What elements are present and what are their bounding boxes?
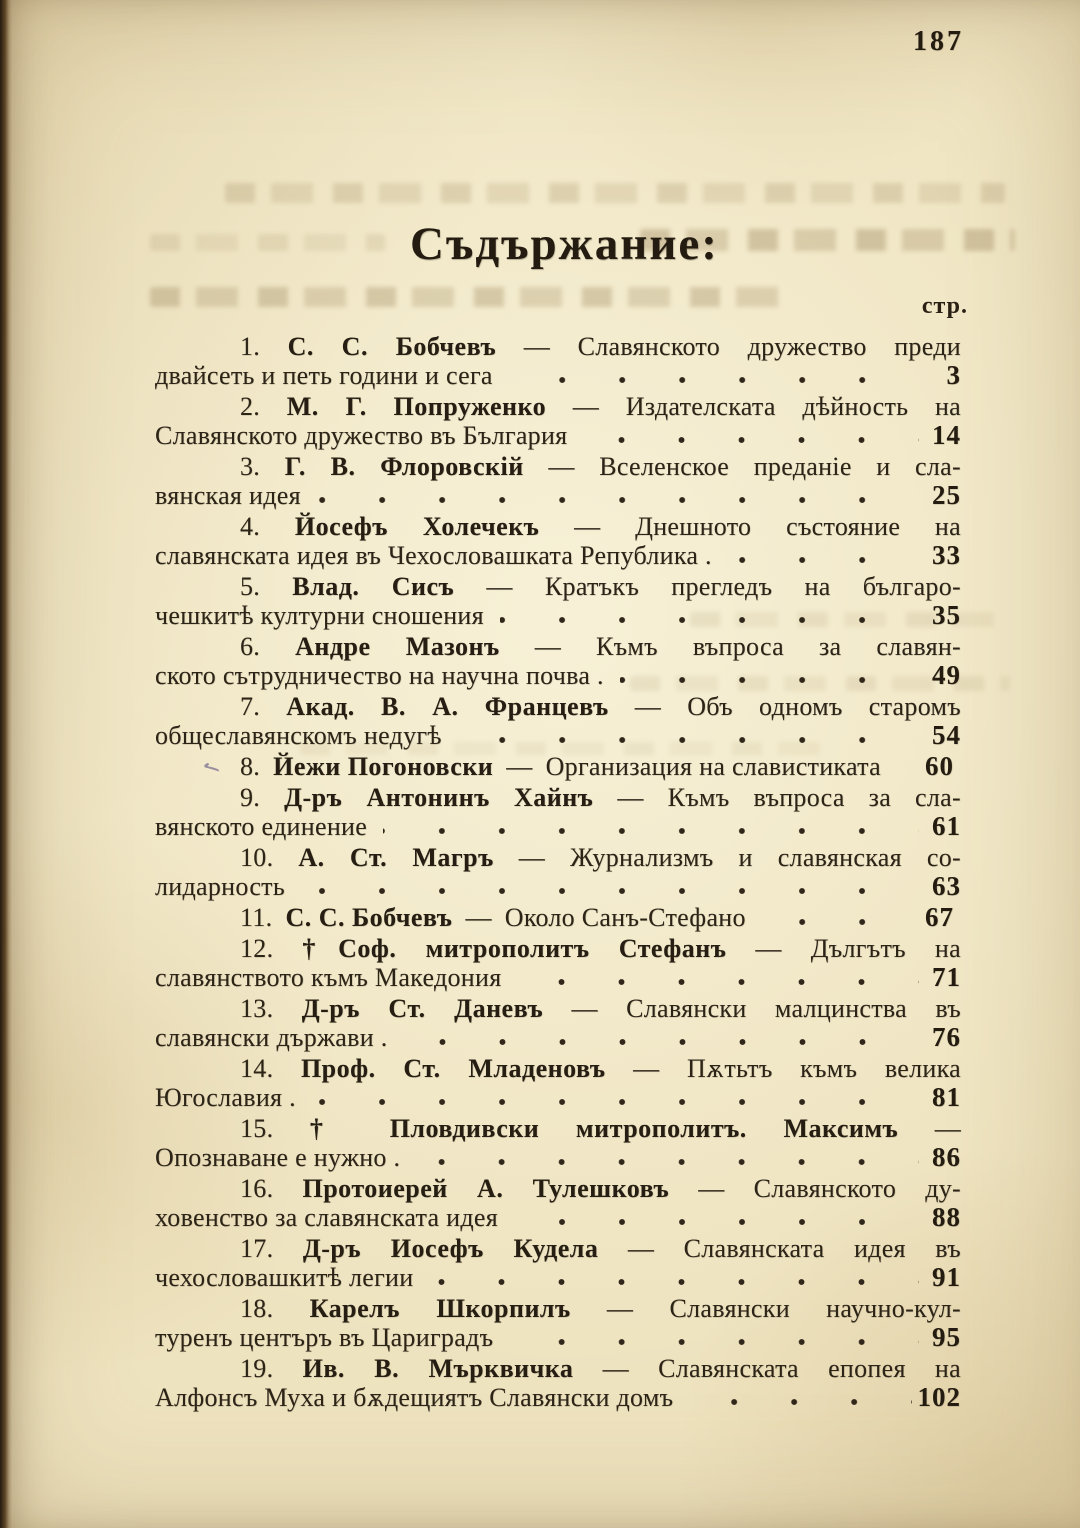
- dot-leader: [509, 1337, 919, 1347]
- toc-entry-page: 60: [925, 751, 954, 781]
- toc-entry-page: 63: [932, 871, 961, 901]
- toc-entry-continuation: туренъ центъръ въ Цариградъ: [155, 1323, 494, 1352]
- dot-leader: [583, 435, 919, 445]
- dot-leader: [312, 1097, 919, 1107]
- toc-entry-page: 102: [917, 1382, 961, 1412]
- toc-entry-line2: [155, 601, 961, 630]
- toc-entry-number: 5.: [240, 572, 261, 601]
- toc-entry-continuation: славянството къмъ Македония: [155, 963, 502, 992]
- toc-entry-dash: —: [572, 392, 600, 421]
- toc-entry-continuation: вянското единение: [155, 812, 368, 841]
- toc-entry-number: 10.: [240, 843, 274, 872]
- toc-entry-number: 9.: [240, 783, 261, 812]
- toc-entry: [155, 994, 961, 1052]
- toc-entry-line1: [155, 1294, 961, 1323]
- toc-entry-line1: [155, 1054, 961, 1083]
- toc-entry-title: Вселенское преданіе и сла-: [599, 452, 961, 481]
- toc-entry-dash: —: [506, 752, 533, 781]
- toc-entry-author: Д-ръ Иосефъ Кудела: [302, 1234, 599, 1263]
- toc-entry-number: 12.: [240, 934, 274, 963]
- toc-entry-continuation: чехословашкитѣ легии: [155, 1263, 414, 1292]
- toc-entry-title: Славянското ду-: [753, 1174, 961, 1203]
- toc-entry-title: Дългътъ на: [810, 934, 961, 963]
- dot-leader: [383, 826, 919, 836]
- toc-entry-line2: [155, 1383, 961, 1412]
- toc-entry-dash: —: [518, 843, 546, 872]
- toc-entry-title: Объ одномъ старомъ: [687, 692, 961, 721]
- page-binding-edge: [0, 0, 12, 1528]
- dot-leader: [458, 735, 919, 745]
- toc-entry-number: 6.: [240, 632, 261, 661]
- toc-entry-author: Ив. В. Мърквичка: [302, 1354, 574, 1383]
- toc-entry-dash: —: [755, 934, 782, 963]
- toc-entry-line1: [155, 332, 961, 361]
- toc-entry: [155, 632, 961, 690]
- toc-entry-dash: —: [602, 1354, 629, 1383]
- toc-entry: [155, 783, 961, 841]
- toc-entry-title: Славянската епопея на: [658, 1354, 961, 1383]
- toc-entry-continuation: чешкитѣ културни сношения: [155, 601, 484, 630]
- toc-entry-dash: —: [617, 783, 644, 812]
- toc-entry: [155, 1114, 961, 1172]
- toc-entry-continuation: двайсеть и петь години и сега: [155, 361, 493, 390]
- toc-entry-title: Славянското дружество преди: [577, 332, 961, 361]
- toc-entry-page: 91: [932, 1262, 961, 1292]
- toc-entry: [155, 1294, 961, 1352]
- toc-entry-page: 54: [932, 720, 961, 750]
- toc-entry-line2: [155, 872, 961, 901]
- dot-leader: [762, 917, 919, 927]
- dot-leader: [728, 555, 919, 565]
- toc-entry-title: Журнализмъ и славянская со-: [570, 843, 961, 872]
- toc-entry-line1: [155, 1174, 961, 1203]
- toc-entry: [155, 512, 961, 570]
- toc-entry-number: 7.: [240, 692, 261, 721]
- dot-leader: [517, 977, 919, 987]
- toc-entry-line2: [155, 1023, 961, 1052]
- toc-entry-dash: —: [634, 692, 662, 721]
- toc-entry-dash: —: [627, 1234, 655, 1263]
- toc-entry-dash: —: [934, 1114, 961, 1143]
- toc-entry-continuation: славянски държави .: [155, 1023, 388, 1052]
- dot-leader: [689, 1397, 911, 1407]
- toc-entry-author: Йосефъ Холечекъ: [294, 512, 540, 541]
- toc-entry-author: М. Г. Попруженко: [286, 392, 547, 421]
- toc-entry-dash: —: [574, 512, 601, 541]
- dot-leader: [620, 675, 919, 685]
- toc-entry: [155, 452, 961, 510]
- toc-entry-number: 15.: [240, 1114, 274, 1143]
- toc-entry-title: Около Санъ-Стефано: [504, 903, 746, 932]
- toc-entry-line1: [155, 903, 961, 932]
- toc-entry: [155, 1234, 961, 1292]
- toc-entry-dash: —: [571, 994, 598, 1023]
- dot-leader: [317, 495, 919, 505]
- toc-entry-author: С. С. Бобчевъ: [285, 903, 453, 932]
- toc-entry-number: 16.: [240, 1174, 274, 1203]
- toc-entry-line2: [155, 721, 961, 750]
- toc-entry-line1: [155, 452, 961, 481]
- toc-entry-page: 49: [932, 660, 961, 690]
- toc-entry-title: Славянски малцинства въ: [626, 994, 961, 1023]
- toc-entry-page: 71: [932, 962, 961, 992]
- toc-entry-number: 3.: [240, 452, 261, 481]
- toc-entry: [155, 1354, 961, 1412]
- toc-entry: [155, 692, 961, 750]
- toc-entry-page: 33: [932, 540, 961, 570]
- toc-entry: [155, 903, 961, 932]
- toc-entry-line1: [155, 994, 961, 1023]
- toc-entry-author: Акад. В. А. Францевъ: [286, 692, 609, 721]
- toc-entry-line2: [155, 661, 961, 690]
- toc-entry-continuation: вянская идея: [155, 481, 301, 510]
- toc-entry-continuation: Славянското дружество въ България: [155, 421, 568, 450]
- toc-entry-number: 2.: [240, 392, 261, 421]
- toc-entry-continuation: Алфонсъ Муха и бѫдещиятъ Славянски домъ: [155, 1383, 674, 1412]
- toc-entry-line2: [155, 481, 961, 510]
- toc-entry-continuation: славянската идея въ Чехословашката Република .: [155, 541, 712, 570]
- toc-entry-author: †Соф. митрополитъ Стефанъ: [302, 934, 727, 963]
- dot-leader: [416, 1157, 919, 1167]
- toc-entry-dash: —: [698, 1174, 725, 1203]
- toc-entry-author: Карелъ Шкорпилъ: [309, 1294, 571, 1323]
- toc-entry: [155, 572, 961, 630]
- toc-entry-dash: —: [534, 632, 561, 661]
- toc-entry-number: 18.: [240, 1294, 274, 1323]
- bleedthrough-row: [225, 183, 1005, 203]
- toc-entry: [155, 1174, 961, 1232]
- toc-entry-line2: [155, 1143, 961, 1172]
- toc-entry-number: 11.: [240, 903, 273, 932]
- toc-entry-line1: [155, 512, 961, 541]
- toc-entry-line1: [155, 752, 961, 781]
- toc-entry-author: Влад. Сисъ: [292, 572, 455, 601]
- toc-entry-title: Организация на славистиката: [545, 752, 881, 781]
- toc-entry-number: 1.: [240, 332, 261, 361]
- toc-entry-line2: [155, 541, 961, 570]
- toc-entry-line2: [155, 1323, 961, 1352]
- toc-entry: [155, 843, 961, 901]
- toc-entry-continuation: ското сътрудничество на научна почва .: [155, 661, 604, 690]
- toc-entry-author: Г. В. Флоровскій: [284, 452, 524, 481]
- toc-entry: [155, 934, 961, 992]
- toc-entry-title: Славянски научно-кул-: [669, 1294, 961, 1323]
- toc-entry-line1: [155, 783, 961, 812]
- toc-entry-line1: [155, 1114, 961, 1143]
- toc-entry-number: 4.: [240, 512, 261, 541]
- toc-entry-author: С. С. Бобчевъ: [287, 332, 497, 361]
- toc-entry-number: 19.: [240, 1354, 274, 1383]
- toc-entry-line1: [155, 1234, 961, 1263]
- toc-entry-dash: —: [465, 903, 492, 932]
- toc-entry-line2: [155, 812, 961, 841]
- pencil-checkmark: ✓: [195, 755, 226, 782]
- toc-entry-line1: [155, 392, 961, 421]
- toc-entry: [155, 752, 961, 781]
- toc-entry-line2: [155, 1263, 961, 1292]
- toc-entry-page: 25: [932, 480, 961, 510]
- toc-entry-author: Проф. Ст. Младеновъ: [300, 1054, 606, 1083]
- toc-entry-number: 14.: [240, 1054, 274, 1083]
- page-column-header: стр.: [921, 293, 968, 319]
- toc-entry-page: 86: [932, 1142, 961, 1172]
- toc-entry-page: 14: [932, 420, 961, 450]
- dot-leader: [897, 766, 919, 776]
- toc-title: Съдържание:: [410, 218, 719, 270]
- page-number: 187: [913, 26, 964, 57]
- toc-list: [155, 332, 961, 1414]
- toc-entry-author: Протоиерей А. Тулешковъ: [302, 1174, 670, 1203]
- toc-entry-author: Йежи Погоновски: [273, 752, 494, 781]
- toc-entry-title: Днешното състояние на: [635, 512, 961, 541]
- toc-entry-continuation: общеславянскомъ недугѣ: [155, 721, 442, 750]
- toc-entry-page: 88: [932, 1202, 961, 1232]
- toc-entry-page: 67: [925, 902, 954, 932]
- bleedthrough-row: [150, 287, 780, 307]
- toc-entry-number: 17.: [240, 1234, 274, 1263]
- toc-entry-continuation: ховенство за славянската идея: [155, 1203, 498, 1232]
- dot-leader: [404, 1037, 919, 1047]
- toc-entry-title: Пѫтьтъ къмъ велика: [686, 1054, 961, 1083]
- dot-leader: [301, 886, 919, 896]
- toc-entry-title: Къмъ въпроса за сла-: [667, 783, 961, 812]
- toc-entry-page: 61: [932, 811, 961, 841]
- toc-entry: [155, 1054, 961, 1112]
- toc-entry: [155, 392, 961, 450]
- toc-entry-continuation: Югославия .: [155, 1083, 296, 1112]
- toc-entry-dash: —: [523, 332, 551, 361]
- toc-entry-title: Славянската идея въ: [683, 1234, 961, 1263]
- toc-entry-page: 35: [932, 600, 961, 630]
- toc-entry-page: 76: [932, 1022, 961, 1052]
- toc-entry-author: А. Ст. Магръ: [298, 843, 494, 872]
- toc-entry-title: Издателската дѣйность на: [625, 392, 961, 421]
- toc-entry-page: 3: [946, 360, 961, 390]
- dot-leader: [500, 615, 919, 625]
- toc-entry-number: 8.: [240, 752, 261, 781]
- toc-entry-line1: [155, 572, 961, 601]
- toc-entry-line2: [155, 963, 961, 992]
- toc-entry-dash: —: [633, 1054, 660, 1083]
- toc-entry-line2: [155, 1203, 961, 1232]
- toc-entry-author: Д-ръ Антонинъ Хайнъ: [284, 783, 594, 812]
- toc-entry-line2: [155, 1083, 961, 1112]
- toc-entry: [155, 332, 961, 390]
- toc-entry-line1: [155, 934, 961, 963]
- toc-entry-line2: [155, 421, 961, 450]
- dot-leader: [514, 1217, 919, 1227]
- toc-entry-dash: —: [548, 452, 575, 481]
- toc-entry-author: Андре Мазонъ: [295, 632, 500, 661]
- toc-entry-line1: [155, 692, 961, 721]
- toc-entry-page: 81: [932, 1082, 961, 1112]
- toc-entry-continuation: лидарность: [155, 872, 285, 901]
- toc-entry-title: Кратъкъ прегледъ на българо-: [544, 572, 961, 601]
- toc-entry-dash: —: [486, 572, 513, 601]
- toc-entry-line1: [155, 632, 961, 661]
- toc-entry-line1: [155, 1354, 961, 1383]
- toc-entry-line1: [155, 843, 961, 872]
- toc-entry-page: 95: [932, 1322, 961, 1352]
- dot-leader: [509, 375, 919, 385]
- toc-entry-title: Къмъ въпроса за славян-: [596, 632, 962, 661]
- bleedthrough-row: [150, 234, 385, 251]
- toc-entry-dash: —: [606, 1294, 634, 1323]
- toc-entry-line2: [155, 361, 961, 390]
- toc-entry-author: † Пловдивски митрополитъ. Максимъ: [309, 1114, 899, 1143]
- dot-leader: [429, 1277, 919, 1287]
- toc-entry-author: Д-ръ Ст. Даневъ: [301, 994, 544, 1023]
- toc-entry-continuation: Опознаване е нужно .: [155, 1143, 401, 1172]
- toc-entry-number: 13.: [240, 994, 274, 1023]
